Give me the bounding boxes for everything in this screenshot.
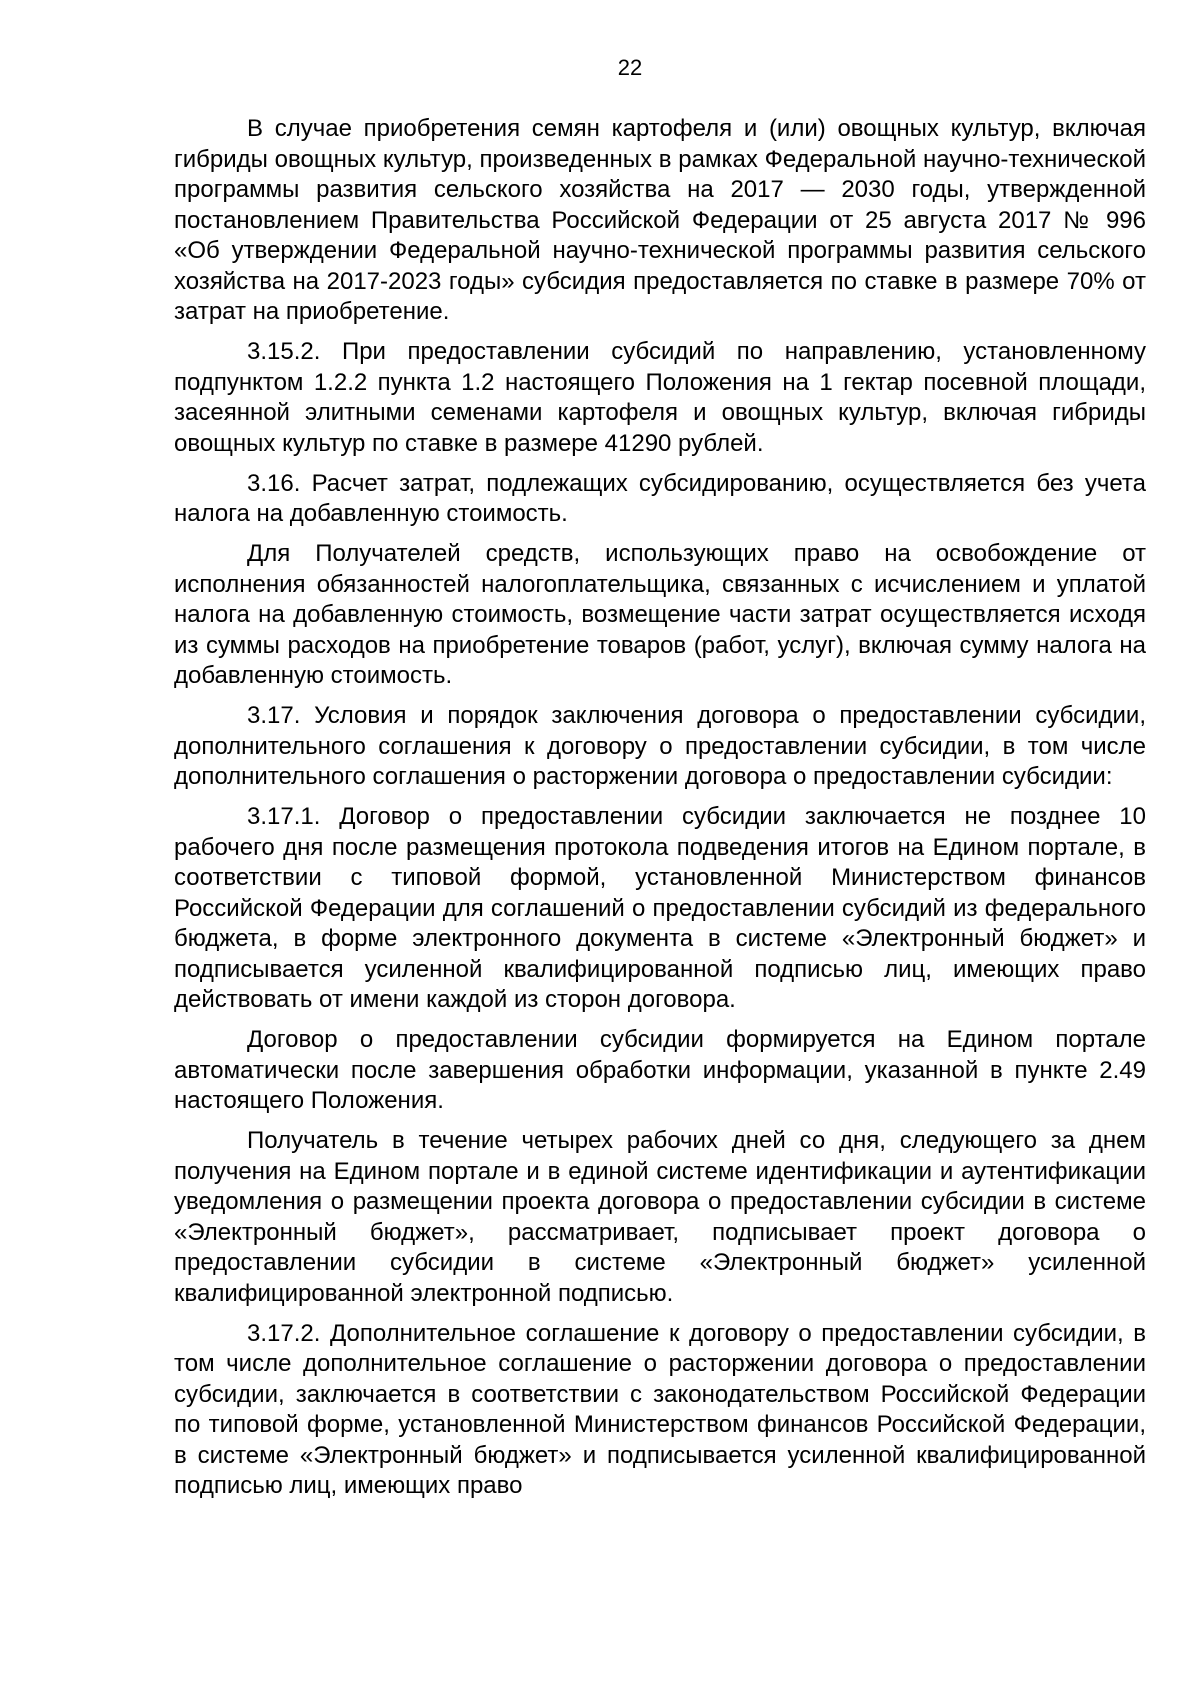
paragraph-3-15-2: 3.15.2. При предоставлении субсидий по направлению, установленному подпунктом 1.2.2 пункта 1.2 настоящего Положения на 1 гектар посевной площади, засеянной элитными семенами картофеля и овощных культур, включая гибриды овощных культур по ставке в размере 41290 рублей.: [174, 338, 1146, 457]
paragraph-seed-subsidy-rate: В случае приобретения семян картофеля и (или) овощных культур, включая гибриды овощных культур, произведенных в рамках Федеральной научно-технической программы развития сельского хозяйства на 2017 — 2030 годы, утвержденной постановлением Правительства Российской Федерации от 25 августа 2017 № 996 «Об утверждении Федеральной научно-технической программы развития сельского хозяйства на 2017-2023 годы» субсидия предоставляется по ставке в размере 70% от затрат на приобретение.: [174, 115, 1146, 325]
paragraph-3-17: 3.17. Условия и порядок заключения договора о предоставлении субсидии, дополнительного соглашения к договору о предоставлении субсидии, в том числе дополнительного соглашения о расторжении договора о предоставлении субсидии:: [174, 702, 1146, 790]
paragraph-recipient-signing: Получатель в течение четырех рабочих дней со дня, следующего за днем получения на Едином портале и в единой системе идентификации и аутентификации уведомления о размещении проекта договора о предоставлении субсидии в системе «Электронный бюджет», рассматривает, подписывает проект договора о предоставлении субсидии в системе «Электронный бюджет» усиленной квалифицированной электронной подписью.: [174, 1127, 1146, 1307]
page-number: 22: [617, 55, 643, 80]
paragraph-3-17-2: 3.17.2. Дополнительное соглашение к договору о предоставлении субсидии, в том числе дополнительное соглашение о расторжении договора о предоставлении субсидии, заключается в соответствии с законодательством Российской Федерации по типовой форме, установленной Министерством финансов Российской Федерации, в системе «Электронный бюджет» и подписывается усиленной квалифицированной подписью лиц, имеющих право: [174, 1319, 1146, 1499]
paragraph-3-16: 3.16. Расчет затрат, подлежащих субсидированию, осуществляется без учета налога на добавленную стоимость.: [174, 469, 1146, 527]
document-body: [174, 114, 1146, 1511]
paragraph-vat-exemption: Для Получателей средств, использующих право на освобождение от исполнения обязанностей налогоплательщика, связанных с исчислением и уплатой налога на добавленную стоимость, возмещение части затрат осуществляется исходя из суммы расходов на приобретение товаров (работ, услуг), включая сумму налога на добавленную стоимость.: [174, 540, 1146, 689]
paragraph-contract-formation: Договор о предоставлении субсидии формируется на Едином портале автоматически после завершения обработки информации, указанной в пункте 2.49 настоящего Положения.: [174, 1026, 1146, 1114]
paragraph-3-17-1: 3.17.1. Договор о предоставлении субсидии заключается не позднее 10 рабочего дня после размещения протокола подведения итогов на Едином портале, в соответствии с типовой формой, установленной Министерством финансов Российской Федерации для соглашений о предоставлении субсидий из федерального бюджета, в форме электронного документа в системе «Электронный бюджет» и подписывается усиленной квалифицированной подписью лиц, имеющих право действовать от имени каждой из сторон договора.: [174, 803, 1146, 1013]
